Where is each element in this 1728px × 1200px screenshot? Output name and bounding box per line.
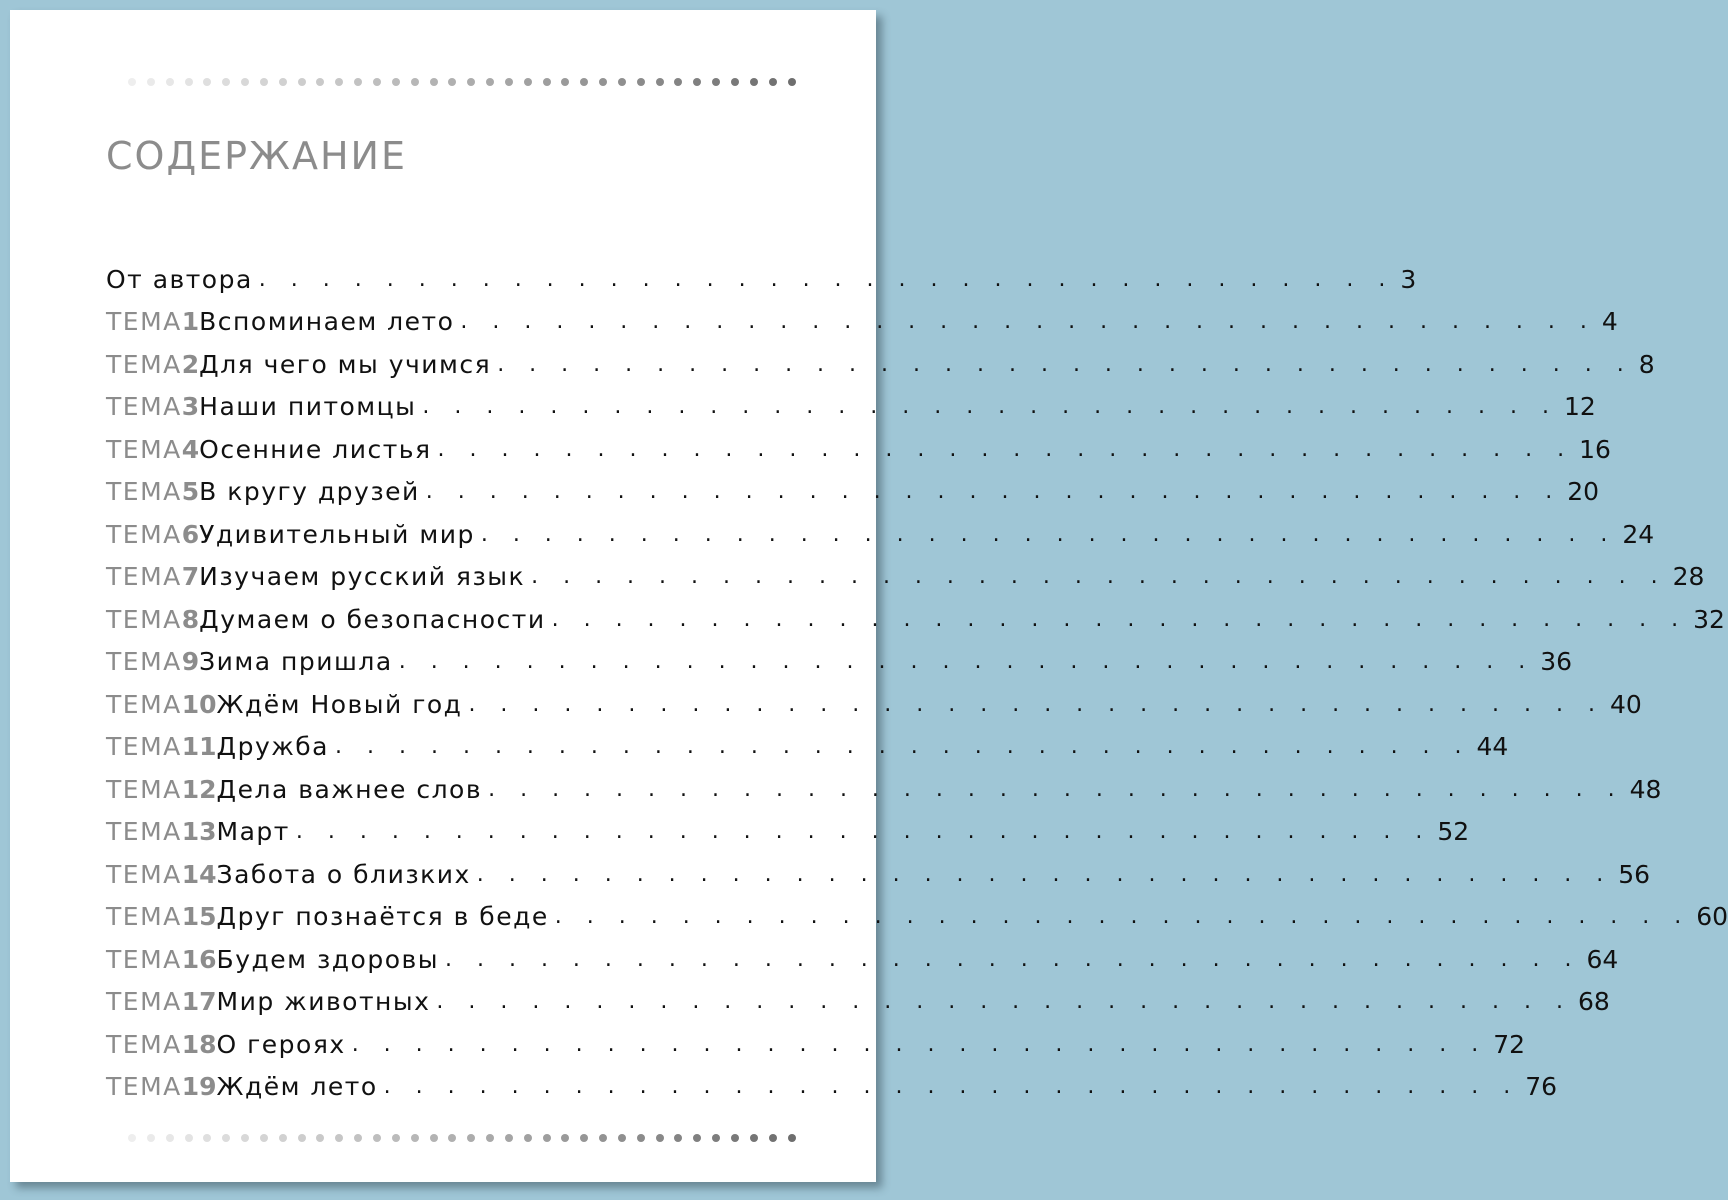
divider-dot [693, 1134, 701, 1142]
divider-dot [241, 1134, 249, 1142]
toc-entry-title: От автора [106, 264, 253, 294]
toc-theme-label: ТЕМА [106, 647, 182, 677]
toc-leader-dots: . . . . . . . . . . . . . . . . . . . . . . . . . . . . . . . . . . . . [497, 351, 1633, 377]
toc-theme-label: ТЕМА [106, 859, 182, 889]
toc-leader-dots: . . . . . . . . . . . . . . . . . . . . . . . . . . . . . . . . . . . . [437, 436, 1574, 462]
toc-entry [106, 768, 1662, 811]
toc-entry-title: Мир животных [216, 987, 431, 1017]
toc-page-number: 72 [1493, 1029, 1526, 1059]
toc-theme-number: 14 [181, 859, 217, 889]
divider-dot [505, 78, 513, 86]
divider-dot [166, 78, 174, 86]
toc-theme-number: 2 [181, 349, 200, 379]
toc-page-number: 76 [1525, 1072, 1557, 1102]
divider-dot [618, 1134, 626, 1142]
divider-dot [448, 78, 456, 86]
toc-theme-number: 13 [181, 817, 217, 847]
divider-dot [316, 78, 324, 86]
divider-dot [467, 78, 475, 86]
divider-dot [524, 78, 532, 86]
toc-entry [106, 1023, 1526, 1066]
toc-entry [106, 301, 1618, 344]
divider-dot [335, 1134, 343, 1142]
toc-theme-number: 16 [181, 944, 217, 974]
toc-page-number: 3 [1400, 264, 1417, 294]
toc-page-number: 48 [1629, 774, 1662, 804]
toc-leader-dots: . . . . . . . . . . . . . . . . . . . . . . . . . . . . . . . . . . . . [460, 309, 1596, 335]
divider-dot [505, 1134, 513, 1142]
divider-dot [430, 1134, 438, 1142]
divider-dot [712, 78, 720, 86]
divider-dot [448, 1134, 456, 1142]
toc-page-number: 20 [1567, 477, 1600, 507]
toc-leader-dots: . . . . . . . . . . . . . . . . . . . . . . . . . . . . . . . . . . . . [258, 266, 1395, 292]
toc-page-number: 16 [1579, 434, 1611, 464]
divider-dot [580, 1134, 588, 1142]
divider-dot [656, 78, 664, 86]
divider-dot [618, 78, 626, 86]
toc-entry [106, 726, 1509, 769]
toc-entry-title: Вспоминаем лето [199, 307, 455, 337]
toc-theme-label: ТЕМА [106, 987, 182, 1017]
toc-leader-dots: . . . . . . . . . . . . . . . . . . . . . . . . . . . . . . . . . . . . [335, 734, 1471, 760]
toc-theme-label: ТЕМА [106, 817, 182, 847]
divider-dot [693, 78, 701, 86]
toc-page-number: 4 [1601, 307, 1618, 337]
toc-entry [106, 896, 1728, 939]
toc-theme-label: ТЕМА [106, 944, 182, 974]
toc-theme-label: ТЕМА [106, 902, 182, 932]
divider-dot [731, 78, 739, 86]
toc-author-entry [106, 258, 1417, 301]
dotted-divider-top [128, 76, 796, 88]
divider-dot [392, 1134, 400, 1142]
table-of-contents [106, 258, 1728, 1108]
toc-theme-label: ТЕМА [106, 307, 182, 337]
divider-dot [788, 1134, 796, 1142]
divider-dot [354, 78, 362, 86]
toc-theme-number: 10 [181, 689, 217, 719]
divider-dot [769, 78, 777, 86]
divider-dot [298, 78, 306, 86]
divider-dot [373, 1134, 381, 1142]
toc-page-number: 44 [1476, 732, 1509, 762]
toc-theme-label: ТЕМА [106, 1072, 182, 1102]
toc-leader-dots: . . . . . . . . . . . . . . . . . . . . . . . . . . . . . . . . . . . . [383, 1074, 1520, 1100]
toc-entry [106, 428, 1611, 471]
divider-dot [373, 78, 381, 86]
divider-dot [147, 78, 155, 86]
toc-page-number: 40 [1609, 689, 1642, 719]
toc-entry [106, 853, 1651, 896]
divider-dot [674, 1134, 682, 1142]
toc-entry [106, 343, 1655, 386]
divider-dot [354, 1134, 362, 1142]
toc-leader-dots: . . . . . . . . . . . . . . . . . . . . . . . . . . . . . . . . . . . . [444, 946, 1581, 972]
divider-dot [750, 1134, 758, 1142]
toc-page-number: 60 [1696, 902, 1728, 932]
divider-dot [203, 1134, 211, 1142]
toc-entry-title: Ждём Новый год [216, 689, 463, 719]
divider-dot [411, 1134, 419, 1142]
divider-dot [316, 1134, 324, 1142]
toc-theme-number: 9 [181, 647, 200, 677]
toc-leader-dots: . . . . . . . . . . . . . . . . . . . . . . . . . . . . . . . . . . . . [295, 819, 1432, 845]
toc-theme-label: ТЕМА [106, 519, 182, 549]
toc-entry-title: Думаем о безопасности [199, 604, 546, 634]
toc-theme-label: ТЕМА [106, 562, 182, 592]
toc-entry [106, 981, 1610, 1024]
toc-page-number: 52 [1437, 817, 1470, 847]
toc-entry [106, 641, 1573, 684]
toc-entry [106, 811, 1470, 854]
toc-theme-number: 17 [181, 987, 217, 1017]
toc-theme-number: 15 [181, 902, 217, 932]
toc-page-number: 28 [1672, 562, 1705, 592]
divider-dot [279, 1134, 287, 1142]
toc-leader-dots: . . . . . . . . . . . . . . . . . . . . . . . . . . . . . . . . . . . . [422, 394, 1558, 420]
divider-dot [580, 78, 588, 86]
divider-dot [561, 1134, 569, 1142]
toc-page-number: 32 [1693, 604, 1725, 634]
divider-dot [599, 78, 607, 86]
divider-dot [185, 78, 193, 86]
toc-leader-dots: . . . . . . . . . . . . . . . . . . . . . . . . . . . . . . . . . . . . [488, 776, 1624, 802]
page-title: СОДЕРЖАНИЕ [106, 134, 407, 178]
divider-dot [335, 78, 343, 86]
divider-dot [392, 78, 400, 86]
toc-entry-title: Будем здоровы [216, 944, 439, 974]
toc-theme-number: 6 [181, 519, 200, 549]
toc-entry-title: Дружба [216, 732, 330, 762]
toc-entry [106, 683, 1642, 726]
divider-dot [298, 1134, 306, 1142]
toc-leader-dots: . . . . . . . . . . . . . . . . . . . . . . . . . . . . . . . . . . . . [480, 521, 1617, 547]
toc-entry-title: Друг познаётся в беде [216, 902, 549, 932]
divider-dot [599, 1134, 607, 1142]
toc-entry-title: Зима пришла [199, 647, 393, 677]
toc-entry-title: Дела важнее слов [216, 774, 483, 804]
toc-leader-dots: . . . . . . . . . . . . . . . . . . . . . . . . . . . . . . . . . . . . [531, 564, 1667, 590]
divider-dot [166, 1134, 174, 1142]
toc-entry-title: Осенние листья [199, 434, 432, 464]
divider-dot [561, 78, 569, 86]
divider-dot [543, 78, 551, 86]
toc-entry [106, 938, 1619, 981]
toc-leader-dots: . . . . . . . . . . . . . . . . . . . . . . . . . . . . . . . . . . . . [476, 861, 1613, 887]
toc-theme-number: 19 [181, 1072, 217, 1102]
divider-dot [656, 1134, 664, 1142]
divider-dot [222, 1134, 230, 1142]
divider-dot [712, 1134, 720, 1142]
toc-leader-dots: . . . . . . . . . . . . . . . . . . . . . . . . . . . . . . . . . . . . [468, 691, 1604, 717]
toc-page-number: 8 [1638, 349, 1655, 379]
divider-dot [222, 78, 230, 86]
toc-entry-title: Ждём лето [216, 1072, 378, 1102]
toc-theme-number: 4 [181, 434, 200, 464]
toc-entry-title: Изучаем русский язык [199, 562, 526, 592]
divider-dot [411, 78, 419, 86]
toc-theme-label: ТЕМА [106, 434, 182, 464]
divider-dot [430, 78, 438, 86]
toc-theme-number: 5 [181, 477, 200, 507]
divider-dot [279, 78, 287, 86]
toc-leader-dots: . . . . . . . . . . . . . . . . . . . . . . . . . . . . . . . . . . . . [551, 606, 1688, 632]
toc-theme-number: 12 [181, 774, 217, 804]
toc-leader-dots: . . . . . . . . . . . . . . . . . . . . . . . . . . . . . . . . . . . . [436, 989, 1572, 1015]
toc-theme-label: ТЕМА [106, 689, 182, 719]
toc-page-number: 64 [1586, 944, 1619, 974]
toc-leader-dots: . . . . . . . . . . . . . . . . . . . . . . . . . . . . . . . . . . . . [425, 479, 1562, 505]
divider-dot [769, 1134, 777, 1142]
toc-page-number: 36 [1540, 647, 1573, 677]
toc-page-number: 12 [1563, 392, 1596, 422]
divider-dot [185, 1134, 193, 1142]
toc-entry [106, 556, 1705, 599]
toc-page-number: 68 [1577, 987, 1610, 1017]
divider-dot [674, 78, 682, 86]
toc-entry-title: О героях [216, 1029, 346, 1059]
toc-entry-title: Март [216, 817, 290, 847]
toc-entry [106, 471, 1600, 514]
toc-theme-number: 1 [181, 307, 200, 337]
divider-dot [260, 78, 268, 86]
toc-theme-label: ТЕМА [106, 774, 182, 804]
toc-theme-number: 11 [181, 732, 217, 762]
divider-dot [486, 1134, 494, 1142]
toc-entry [106, 1066, 1557, 1109]
divider-dot [731, 1134, 739, 1142]
toc-entry [106, 598, 1725, 641]
toc-theme-label: ТЕМА [106, 477, 182, 507]
toc-theme-number: 3 [181, 392, 200, 422]
toc-leader-dots: . . . . . . . . . . . . . . . . . . . . . . . . . . . . . . . . . . . . [554, 904, 1691, 930]
divider-dot [467, 1134, 475, 1142]
toc-theme-number: 18 [181, 1029, 217, 1059]
toc-theme-label: ТЕМА [106, 732, 182, 762]
toc-entry [106, 513, 1655, 556]
divider-dot [486, 78, 494, 86]
toc-theme-label: ТЕМА [106, 392, 182, 422]
divider-dot [203, 78, 211, 86]
divider-dot [750, 78, 758, 86]
divider-dot [260, 1134, 268, 1142]
toc-theme-label: ТЕМА [106, 604, 182, 634]
toc-entry-title: Забота о близких [216, 859, 471, 889]
toc-page-number: 56 [1618, 859, 1651, 889]
divider-dot [147, 1134, 155, 1142]
divider-dot [128, 1134, 136, 1142]
divider-dot [788, 78, 796, 86]
toc-entry [106, 386, 1596, 429]
toc-theme-number: 7 [181, 562, 200, 592]
divider-dot [543, 1134, 551, 1142]
toc-page-number: 24 [1622, 519, 1655, 549]
toc-entry-title: Удивительный мир [199, 519, 475, 549]
toc-theme-label: ТЕМА [106, 349, 182, 379]
toc-entry-title: Для чего мы учимся [199, 349, 492, 379]
divider-dot [128, 78, 136, 86]
book-page [10, 10, 1728, 1182]
divider-dot [637, 1134, 645, 1142]
divider-dot [637, 78, 645, 86]
toc-leader-dots: . . . . . . . . . . . . . . . . . . . . . . . . . . . . . . . . . . . . [351, 1031, 1488, 1057]
toc-theme-label: ТЕМА [106, 1029, 182, 1059]
toc-entry-title: Наши питомцы [199, 392, 417, 422]
divider-dot [241, 78, 249, 86]
dotted-divider-bottom [128, 1132, 796, 1144]
toc-leader-dots: . . . . . . . . . . . . . . . . . . . . . . . . . . . . . . . . . . . . [398, 649, 1535, 675]
divider-dot [524, 1134, 532, 1142]
toc-theme-number: 8 [181, 604, 200, 634]
toc-entry-title: В кругу друзей [199, 477, 420, 507]
